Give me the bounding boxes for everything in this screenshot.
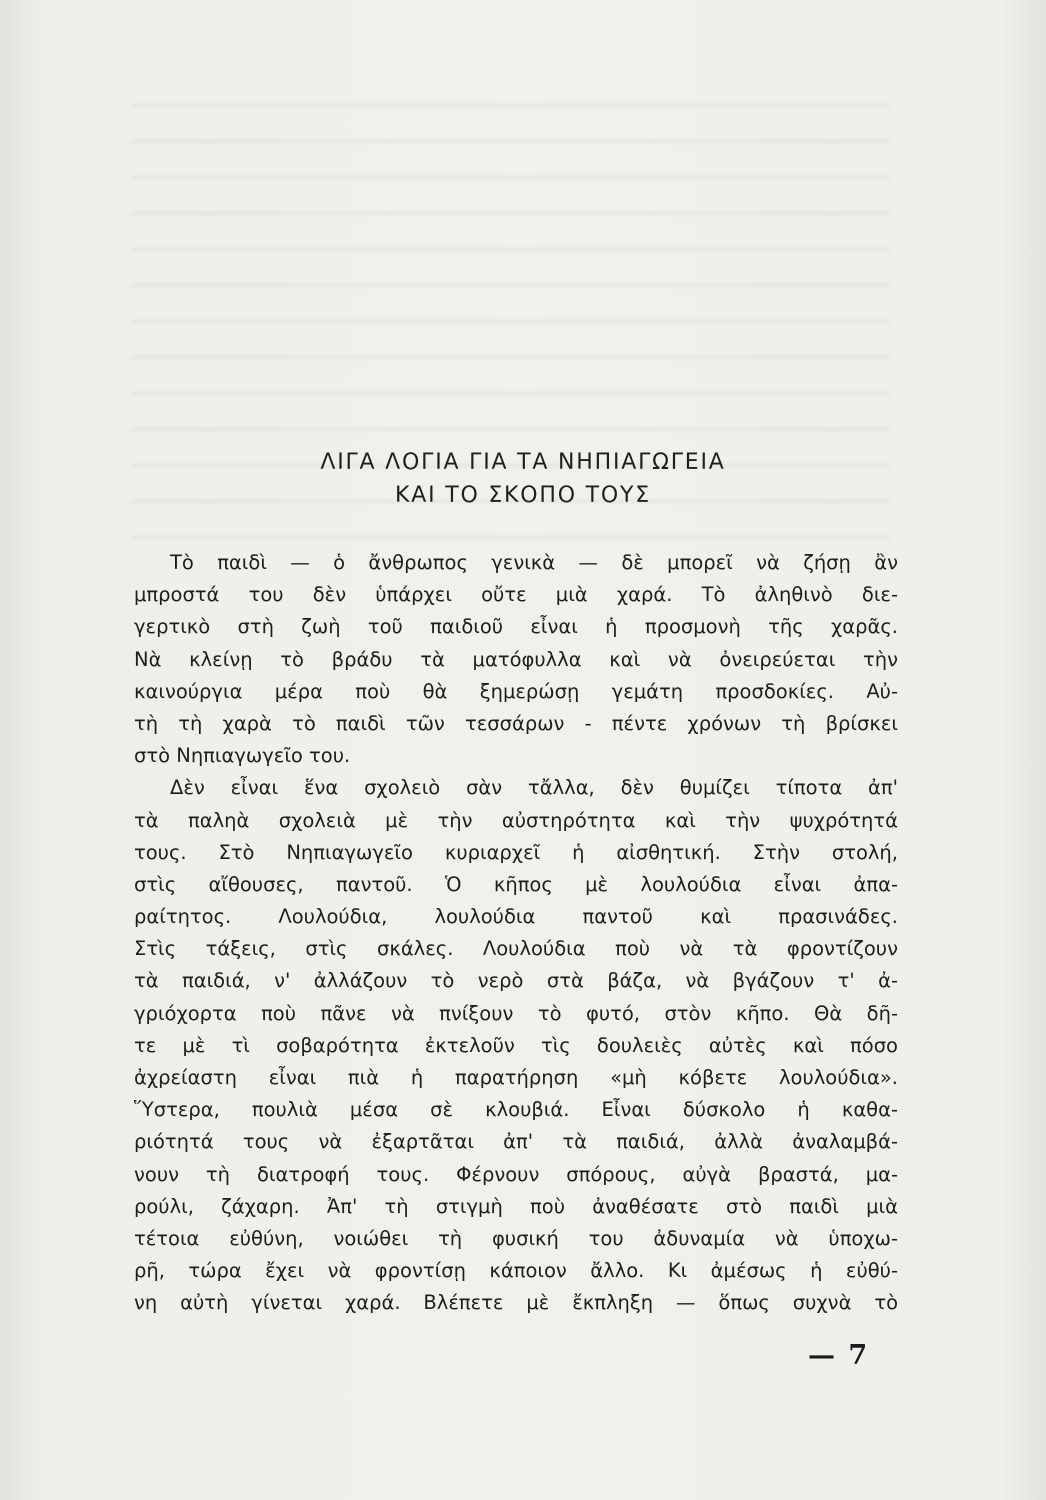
text-line: ρούλι, ζάχαρη. Ἀπ' τὴ στιγμὴ ποὺ ἀναθέσατε στὸ παιδὶ μιὰ (134, 1194, 898, 1218)
text-line: Δὲν εἶναι ἕνα σχολειὸ σὰν τἄλλα, δὲν θυμίζει τίποτα ἀπ' (170, 776, 898, 800)
text-line: νουν τὴ διατροφή τους. Φέρνουν σπόρους, αὐγὰ βραστά, μα- (134, 1162, 898, 1186)
paragraph-1 (134, 547, 898, 772)
text-line: τους. Στὸ Νηπιαγωγεῖο κυριαρχεῖ ἡ αἰσθητική. Στὴν στολή, (134, 840, 898, 864)
text-line: Τὸ παιδὶ — ὁ ἄνθρωπος γενικὰ — δὲ μπορεῖ νὰ ζήσῃ ἂν (170, 551, 898, 574)
text-line: ἀχρείαστη εἶναι πιὰ ἡ παρατήρηση «μὴ κόβετε λουλούδια». (134, 1066, 898, 1089)
text-line: τὰ παληὰ σχολειὰ μὲ τὴν αὐστηρότητα καὶ τὴν ψυχρότητά (134, 808, 898, 832)
text-line: ραίτητος. Λουλούδια, λουλούδια παντοῦ καὶ πρασινάδες. (134, 905, 898, 929)
text-line: Στὶς τάξεις, στὶς σκάλες. Λουλούδια ποὺ νὰ τὰ φροντίζουν (134, 937, 898, 961)
text-line: Νὰ κλείνῃ τὸ βράδυ τὰ ματόφυλλα καὶ νὰ ὀνειρεύεται τὴν (134, 647, 898, 671)
text-line: στὶς αἴθουσες, παντοῦ. Ὁ κῆπος μὲ λουλούδια εἶναι ἀπα- (134, 872, 898, 896)
text-line: τε μὲ τὶ σοβαρότητα ἐκτελοῦν τὶς δουλειὲς αὐτὲς καὶ πόσο (134, 1033, 898, 1057)
text-line: στὸ Νηπιαγωγεῖο του. (134, 744, 351, 768)
text-line: τὴ τὴ χαρὰ τὸ παιδὶ τῶν τεσσάρων - πέντε χρόνων τὴ βρίσκει (134, 711, 898, 735)
text-line: γερτικὸ στὴ ζωὴ τοῦ παιδιοῦ εἶναι ἡ προσμονὴ τῆς χαρᾶς. (134, 615, 898, 639)
title-line-2: ΚΑΙ ΤΟ ΣΚΟΠΟ ΤΟΥΣ (395, 483, 651, 508)
body-text (134, 547, 898, 1320)
text-line: μπροστά του δὲν ὑπάρχει οὔτε μιὰ χαρά. Τὸ ἀληθινὸ διε- (134, 583, 898, 607)
page-number: — 7 (808, 1340, 870, 1371)
text-line: τὰ παιδιά, ν' ἀλλάζουν τὸ νερὸ στὰ βάζα, νὰ βγάζουν τ' ἀ- (134, 969, 898, 993)
text-line: τέτοια εὐθύνη, νοιώθει τὴ φυσική του ἀδυναμία νὰ ὑποχω- (134, 1226, 898, 1250)
text-line: Ὕστερα, πουλιὰ μέσα σὲ κλουβιά. Εἶναι δύσκολο ἡ καθα- (134, 1098, 898, 1122)
chapter-title (150, 446, 896, 512)
text-line: ριότητά τους νὰ ἐξαρτᾶται ἀπ' τὰ παιδιά, ἀλλὰ ἀναλαμβά- (134, 1130, 898, 1154)
text-line: καινούργια μέρα ποὺ θὰ ξημερώσῃ γεμάτη προσδοκίες. Αὐ- (134, 679, 898, 703)
text-line: γριόχορτα ποὺ πᾶνε νὰ πνίξουν τὸ φυτό, στὸν κῆπο. Θὰ δῆ- (134, 1001, 898, 1025)
text-line: νη αὐτὴ γίνεται χαρά. Βλέπετε μὲ ἔκπληξη — ὅπως συχνὰ τὸ (134, 1291, 898, 1315)
title-line-1: ΛΙΓΑ ΛΟΓΙΑ ΓΙΑ ΤΑ ΝΗΠΙΑΓΩΓΕΙΑ (320, 450, 726, 475)
text-line: ρῆ, τώρα ἔχει νὰ φροντίσῃ κάποιον ἄλλο. Κι ἀμέσως ἡ εὐθύ- (134, 1259, 898, 1283)
paragraph-2 (134, 772, 898, 1319)
